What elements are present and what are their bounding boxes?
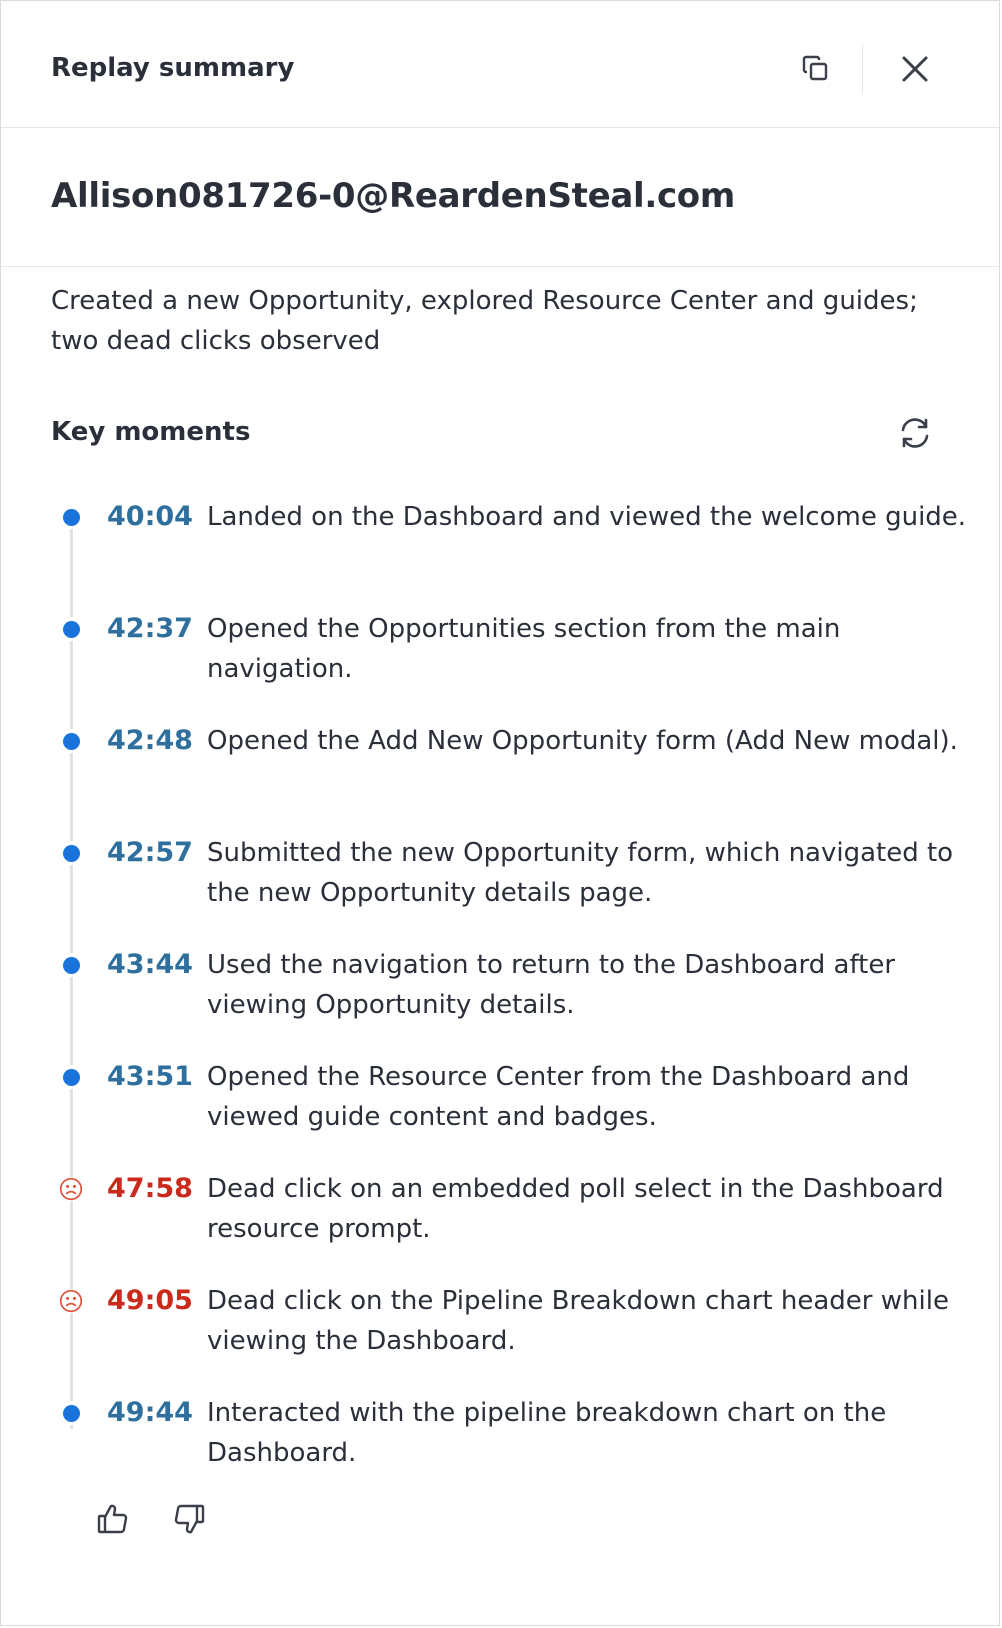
dead-click-icon bbox=[59, 1175, 83, 1203]
key-moments-title: Key moments bbox=[51, 417, 251, 447]
timeline-dot-icon bbox=[63, 509, 80, 526]
moment-marker bbox=[59, 617, 83, 641]
timeline-dot-icon bbox=[63, 957, 80, 974]
moment-timestamp-link[interactable]: 43:51 bbox=[107, 1061, 193, 1092]
key-moment-item bbox=[51, 723, 961, 835]
timeline-dot-icon bbox=[63, 1069, 80, 1086]
key-moment-item bbox=[51, 1283, 961, 1395]
refresh-icon bbox=[898, 416, 932, 450]
moment-description: Dead click on an embedded poll select in the Dashboard resource prompt. bbox=[207, 1174, 944, 1244]
close-icon bbox=[901, 55, 929, 83]
header-actions bbox=[792, 45, 939, 93]
close-button[interactable] bbox=[891, 45, 939, 93]
key-moment-item bbox=[51, 947, 961, 1059]
dead-click-marker bbox=[59, 1289, 83, 1313]
key-moment-item bbox=[51, 1395, 961, 1507]
moment-timestamp-link[interactable]: 49:05 bbox=[107, 1285, 193, 1316]
moment-timestamp-link[interactable]: 49:44 bbox=[107, 1397, 193, 1428]
dead-click-icon bbox=[59, 1287, 83, 1315]
moment-timestamp-link[interactable]: 42:37 bbox=[107, 613, 193, 644]
summary-text: Created a new Opportunity, explored Resource Center and guides; two dead clicks observed bbox=[51, 286, 918, 356]
moment-timestamp-link[interactable]: 42:48 bbox=[107, 725, 193, 756]
moments-list bbox=[51, 499, 967, 1507]
refresh-button[interactable] bbox=[891, 409, 939, 457]
user-section bbox=[1, 128, 999, 267]
moment-timestamp-link[interactable]: 40:04 bbox=[107, 501, 193, 532]
moment-description: Opened the Resource Center from the Dashboard and viewed guide content and badges. bbox=[207, 1062, 910, 1132]
user-email: Allison081726-0@ReardenSteal.com bbox=[51, 176, 735, 216]
moment-marker bbox=[59, 505, 83, 529]
feedback-footer bbox=[91, 1495, 211, 1543]
header-divider bbox=[862, 45, 863, 93]
key-moment-item bbox=[51, 1059, 961, 1171]
copy-button[interactable] bbox=[792, 45, 840, 93]
moment-timestamp-link[interactable]: 43:44 bbox=[107, 949, 193, 980]
panel-header bbox=[1, 1, 999, 128]
dead-click-marker bbox=[59, 1177, 83, 1201]
timeline-dot-icon bbox=[63, 845, 80, 862]
thumbs-up-icon bbox=[96, 1502, 130, 1536]
moment-marker bbox=[59, 841, 83, 865]
key-moment-item bbox=[51, 499, 967, 611]
thumbs-up-button[interactable] bbox=[91, 1495, 135, 1543]
thumbs-down-icon bbox=[172, 1502, 206, 1536]
moment-marker bbox=[59, 729, 83, 753]
key-moment-item bbox=[51, 835, 961, 947]
key-moment-item bbox=[51, 1171, 961, 1283]
panel-title: Replay summary bbox=[51, 53, 295, 83]
copy-icon bbox=[800, 53, 832, 85]
moment-description: Submitted the new Opportunity form, which navigated to the new Opportunity details page. bbox=[207, 838, 954, 908]
moment-description: Landed on the Dashboard and viewed the welcome guide. bbox=[207, 502, 967, 532]
moment-timestamp-link[interactable]: 42:57 bbox=[107, 837, 193, 868]
moment-description: Dead click on the Pipeline Breakdown chart header while viewing the Dashboard. bbox=[207, 1286, 949, 1356]
moment-timestamp-link[interactable]: 47:58 bbox=[107, 1173, 193, 1204]
moment-marker bbox=[59, 1065, 83, 1089]
moment-description: Opened the Opportunities section from the main navigation. bbox=[207, 614, 841, 684]
key-moments-timeline bbox=[51, 499, 967, 1507]
thumbs-down-button[interactable] bbox=[167, 1495, 211, 1543]
moment-description: Used the navigation to return to the Dashboard after viewing Opportunity details. bbox=[207, 950, 896, 1020]
moment-description: Opened the Add New Opportunity form (Add New modal). bbox=[207, 726, 958, 756]
key-moments-header bbox=[51, 409, 939, 457]
moment-marker bbox=[59, 1401, 83, 1425]
timeline-dot-icon bbox=[63, 733, 80, 750]
timeline-dot-icon bbox=[63, 621, 80, 638]
key-moment-item bbox=[51, 611, 961, 723]
timeline-dot-icon bbox=[63, 1405, 80, 1422]
moment-description: Interacted with the pipeline breakdown chart on the Dashboard. bbox=[207, 1398, 887, 1468]
moment-marker bbox=[59, 953, 83, 977]
